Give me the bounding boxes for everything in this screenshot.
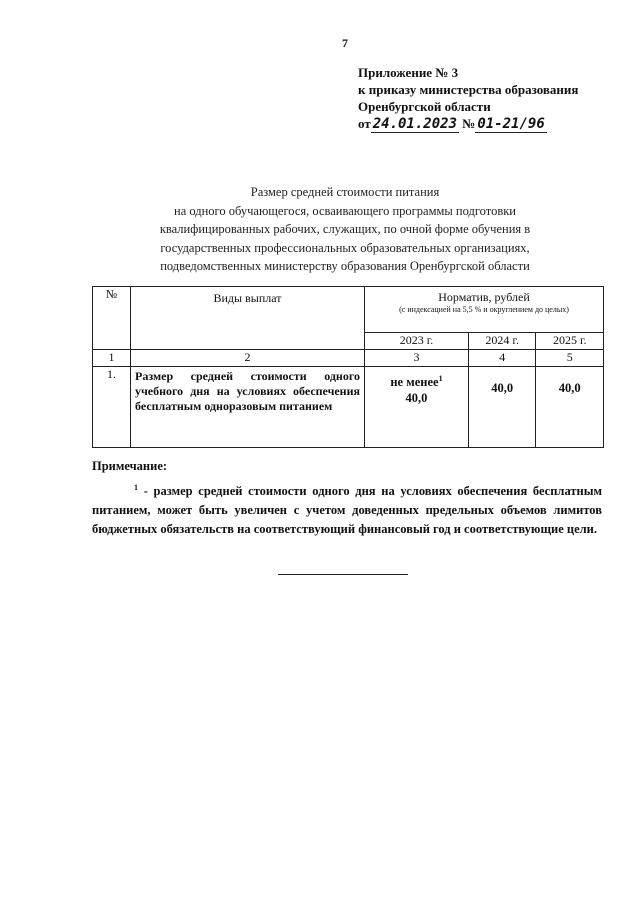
- title-line-3: квалифицированных рабочих, служащих, по очной форме обучения в: [159, 222, 531, 236]
- table-header-row: [93, 287, 604, 333]
- header-kind: Виды выплат: [131, 287, 365, 350]
- note-heading: Примечание:: [92, 459, 168, 473]
- page-number: 7: [342, 36, 348, 50]
- table-index-row: [93, 350, 604, 367]
- appendix-order-ref: к приказу министерства образования: [358, 82, 579, 97]
- value-prefix: не менее: [390, 375, 439, 390]
- order-number: 01-21/96: [477, 116, 545, 132]
- note-text: - размер средней стоимости одного дня на условиях обеспечения бесплатным питанием, может быть увеличен с учетом доведенных предельных объемов лимитов бюджетных обязательств на соответствующий финансовый год и соответствующие цели.: [92, 484, 602, 537]
- closing-rule: [278, 574, 408, 575]
- title-line-2: на одного обучающегося, осваивающего программы подготовки: [174, 203, 516, 218]
- header-norm-label: Норматив, рублей: [438, 290, 530, 304]
- title-line-5: подведомственных министерству образования Оренбургской области: [160, 259, 530, 273]
- index-cell: 4: [468, 350, 536, 367]
- index-cell: 2: [131, 350, 365, 367]
- note-footnote-mark: 1: [134, 483, 138, 492]
- header-year-2025: 2025 г.: [536, 333, 604, 350]
- appendix-block: [358, 64, 578, 133]
- index-cell: 1: [93, 350, 131, 367]
- row-value-2024: 40,0: [468, 367, 536, 448]
- appendix-date-line: [358, 115, 578, 133]
- value-2023: 40,0: [405, 391, 428, 406]
- header-year-2024: 2024 г.: [468, 333, 536, 350]
- table-row: [93, 367, 604, 448]
- number-prefix: №: [462, 116, 476, 131]
- header-year-2023: 2023 г.: [365, 333, 469, 350]
- appendix-title: Приложение № 3: [358, 65, 459, 80]
- note-block: [92, 457, 602, 539]
- header-number: №: [93, 287, 131, 350]
- row-value-2023: [365, 367, 469, 448]
- norm-table: [92, 286, 604, 448]
- appendix-region: Оренбургской области: [358, 99, 491, 114]
- row-value-2025: 40,0: [536, 367, 604, 448]
- title-line-1: Размер средней стоимости питания: [250, 185, 440, 199]
- footnote-mark: 1: [438, 374, 443, 383]
- index-cell: 5: [536, 350, 604, 367]
- header-norm-note: (с индексацией на 5,5 % и округлением до целых): [399, 305, 569, 314]
- row-number: 1.: [93, 367, 131, 448]
- row-kind: Размер средней стоимости одного учебного дня на условиях обеспечения бесплатным одноразовым питанием: [131, 367, 365, 448]
- header-norm: [365, 287, 604, 333]
- order-date: 24.01.2023: [372, 116, 458, 132]
- date-prefix: от: [358, 116, 371, 131]
- document-title: [110, 183, 580, 276]
- title-line-4: государственных профессиональных образовательных организациях,: [160, 240, 530, 255]
- note-body: [92, 478, 602, 539]
- index-cell: 3: [365, 350, 469, 367]
